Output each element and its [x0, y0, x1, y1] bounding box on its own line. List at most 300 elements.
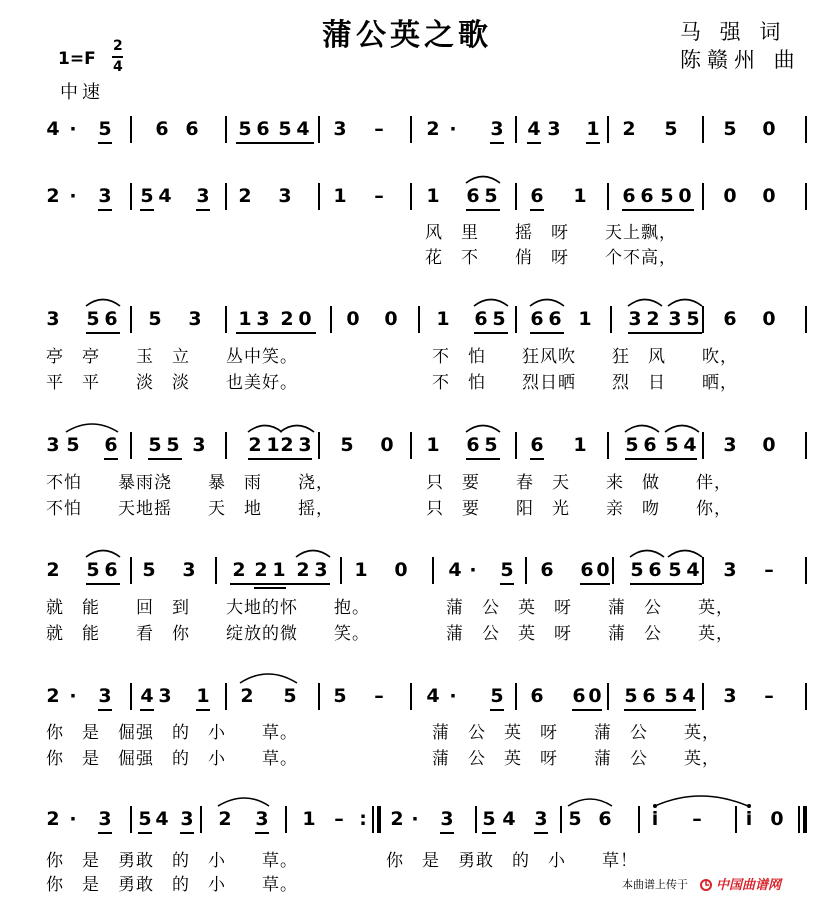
note: 5 [283, 685, 297, 707]
barline [410, 116, 412, 143]
note: 6 [598, 808, 612, 830]
note: 3 [668, 308, 682, 330]
underline [580, 583, 610, 585]
lyric-verse-2: 平 平 淡 淡 也美好。 [46, 373, 298, 393]
note: 6 [642, 685, 656, 707]
lyric-verse-1: 不怕 暴雨浇 暴 雨 浇， [46, 473, 334, 493]
note: 6 [622, 185, 636, 207]
dash: – [374, 685, 384, 707]
barline [410, 432, 412, 459]
note: 2 [218, 808, 232, 830]
note: 5 [482, 808, 496, 830]
barline [805, 116, 807, 143]
composer-credit: 陈赣州 曲 [680, 48, 801, 72]
note: 5 [340, 434, 354, 456]
barline [607, 183, 609, 210]
slur [530, 300, 564, 307]
lyric-verse-1: 蒲 公 英 呀 蒲 公 英， [432, 723, 720, 743]
slur [628, 300, 662, 307]
note: 5 [166, 434, 180, 456]
dot: · [449, 118, 457, 140]
lyric-verse-2: 蒲 公 英 呀 蒲 公 英， [446, 624, 734, 644]
underline [586, 142, 600, 144]
note: 0 [678, 185, 692, 207]
barline [805, 683, 807, 710]
note: 1 [586, 118, 600, 140]
note: 6 [466, 434, 480, 456]
barline [607, 683, 609, 710]
barline [318, 183, 320, 210]
site-logo-icon [700, 876, 712, 888]
barline [225, 183, 227, 210]
note: 4 [426, 685, 440, 707]
barline [130, 183, 132, 210]
underline [500, 583, 514, 585]
barline [200, 806, 202, 833]
note: 1 [578, 308, 592, 330]
note: 4 [682, 685, 696, 707]
note: 5 [484, 185, 498, 207]
repeat-barline-thin [372, 806, 374, 833]
note: 4 [46, 118, 60, 140]
note: 3 [196, 185, 210, 207]
barline [130, 806, 132, 833]
note: 2 [46, 559, 60, 581]
barline [638, 806, 640, 833]
dot: · [69, 685, 77, 707]
note: 5 [664, 685, 678, 707]
barline [702, 306, 704, 333]
note: 6 [104, 434, 118, 456]
dot: · [69, 185, 77, 207]
underline [140, 709, 154, 711]
repeat-barline-thick [377, 806, 381, 833]
barline [318, 116, 320, 143]
tie [240, 674, 297, 683]
underline [534, 832, 548, 834]
note: 5 [66, 434, 80, 456]
note: 6 [104, 308, 118, 330]
note: 5 [500, 559, 514, 581]
note: 1 [196, 685, 210, 707]
dot: · [411, 808, 419, 830]
tempo-marking: 中速 [60, 82, 104, 103]
dot: · [449, 685, 457, 707]
note: 5 [278, 118, 292, 140]
barline [607, 432, 609, 459]
note: 3 [182, 559, 196, 581]
note: 0 [384, 308, 398, 330]
underline [148, 458, 182, 460]
final-barline-thin [798, 806, 800, 833]
barline [805, 557, 807, 584]
note: 6 [466, 185, 480, 207]
underline [140, 209, 154, 211]
barline [418, 306, 420, 333]
dash: – [764, 685, 774, 707]
note: 2 [280, 434, 294, 456]
note: 3 [158, 685, 172, 707]
tie [218, 798, 269, 806]
barline [130, 557, 132, 584]
dash: – [764, 559, 774, 581]
barline [225, 116, 227, 143]
note: 4 [155, 808, 169, 830]
underline [482, 832, 496, 834]
underline [466, 209, 500, 211]
barline [225, 306, 227, 333]
barline [515, 116, 517, 143]
barline [410, 683, 412, 710]
lyricist-credit: 马 强 词 [680, 20, 787, 44]
underline [630, 583, 702, 585]
note: 1 [354, 559, 368, 581]
note: 5 [660, 185, 674, 207]
note: 0 [298, 308, 312, 330]
slur [668, 300, 702, 307]
note: 3 [723, 685, 737, 707]
note: 5 [86, 559, 100, 581]
barline [225, 683, 227, 710]
underline [622, 209, 694, 211]
note: 0 [596, 559, 610, 581]
barline [475, 806, 477, 833]
note: 3 [98, 808, 112, 830]
note: 3 [490, 118, 504, 140]
note: 4 [158, 185, 172, 207]
note: 6 [530, 685, 544, 707]
lyric-verse-2: 只 要 阳 光 亲 吻 你， [426, 499, 732, 519]
underline [254, 587, 286, 589]
barline [702, 183, 704, 210]
slur [474, 300, 508, 307]
underline [196, 209, 210, 211]
note: 5 [138, 808, 152, 830]
barline [515, 306, 517, 333]
barline [560, 806, 562, 833]
note: 1 [302, 808, 316, 830]
barline [215, 557, 217, 584]
note: i [651, 808, 659, 830]
note: 3 [278, 185, 292, 207]
note: 0 [723, 185, 737, 207]
slur [86, 300, 120, 307]
note: 5 [492, 308, 506, 330]
barline [130, 432, 132, 459]
note: 3 [534, 808, 548, 830]
underline [86, 583, 120, 585]
note: 1 [573, 434, 587, 456]
note: 0 [588, 685, 602, 707]
note: 5 [723, 118, 737, 140]
note: 0 [762, 308, 776, 330]
note: 2 [426, 118, 440, 140]
slur [280, 426, 314, 433]
note: 5 [484, 434, 498, 456]
note: 6 [530, 308, 544, 330]
note: 0 [762, 185, 776, 207]
underline [490, 709, 504, 711]
slur [466, 426, 500, 433]
slur [86, 551, 120, 558]
key-signature: 1=F [58, 49, 96, 69]
barline [225, 432, 227, 459]
underline [138, 832, 152, 834]
note: 4 [448, 559, 462, 581]
lyric-verse-2: 不 怕 烈日晒 烈 日 晒， [432, 373, 738, 393]
underline [86, 332, 120, 334]
note: 6 [580, 559, 594, 581]
lyric-verse-2: 就 能 看 你 绽放的微 笑。 [46, 624, 370, 644]
underline [98, 209, 112, 211]
dot: · [469, 559, 477, 581]
note: 6 [643, 434, 657, 456]
note: 3 [440, 808, 454, 830]
underline [255, 832, 269, 834]
note: 5 [148, 308, 162, 330]
note: 0 [394, 559, 408, 581]
underline [104, 458, 118, 460]
note: 6 [540, 559, 554, 581]
note: 1 [573, 185, 587, 207]
barline [130, 116, 132, 143]
lyric-verse-1: 就 能 回 到 大地的怀 抱。 [46, 598, 370, 618]
note: 5 [630, 559, 644, 581]
underline [196, 709, 210, 711]
barline [805, 432, 807, 459]
barline [515, 432, 517, 459]
barline [432, 557, 434, 584]
barline [515, 183, 517, 210]
note: 6 [185, 118, 199, 140]
note: 5 [148, 434, 162, 456]
dash: – [374, 185, 384, 207]
note: 4 [140, 685, 154, 707]
note: 0 [770, 808, 784, 830]
note: 5 [664, 118, 678, 140]
note: 5 [625, 434, 639, 456]
slur [296, 551, 330, 558]
note: 3 [256, 308, 270, 330]
underline [628, 332, 702, 334]
note: 3 [723, 434, 737, 456]
note: 3 [98, 685, 112, 707]
slur [466, 177, 500, 184]
underline [530, 458, 544, 460]
note: i [745, 808, 753, 830]
note: 3 [98, 185, 112, 207]
underline [98, 832, 112, 834]
barline [735, 806, 737, 833]
barline [607, 116, 609, 143]
note: 5 [333, 685, 347, 707]
slur [248, 426, 282, 433]
note: 3 [180, 808, 194, 830]
barline [702, 683, 704, 710]
dash: – [374, 118, 384, 140]
note: 4 [296, 118, 310, 140]
underline [180, 832, 194, 834]
note: 5 [668, 559, 682, 581]
note: 6 [648, 559, 662, 581]
note: 5 [686, 308, 700, 330]
underline [474, 332, 508, 334]
note: 3 [314, 559, 328, 581]
dot: · [69, 808, 77, 830]
barline [702, 432, 704, 459]
lyric-verse-1: 你 是 勇敢 的 小 草。 [46, 851, 298, 871]
note: 5 [98, 118, 112, 140]
octave-dot [653, 804, 657, 808]
note: 2 [46, 685, 60, 707]
slur [668, 551, 702, 558]
lyric-verse-1: 亭 亭 玉 立 丛中笑。 [46, 347, 298, 367]
note: 3 [628, 308, 642, 330]
note: 1 [266, 434, 280, 456]
underline [98, 142, 112, 144]
note: 3 [723, 559, 737, 581]
slur [66, 424, 118, 432]
note: 6 [640, 185, 654, 207]
underline [625, 458, 697, 460]
note: 2 [254, 559, 268, 581]
note: 2 [296, 559, 310, 581]
barline [702, 116, 704, 143]
underline [98, 709, 112, 711]
dash: – [334, 808, 344, 830]
slur [665, 426, 699, 433]
note: 2 [390, 808, 404, 830]
time-signature-top: 2 [113, 38, 123, 54]
lyric-verse-1: 只 要 春 天 来 做 伴， [426, 473, 732, 493]
note: 6 [155, 118, 169, 140]
slur [625, 426, 659, 433]
note: 1 [238, 308, 252, 330]
note: 2 [240, 685, 254, 707]
underline [624, 709, 696, 711]
lyric-verse-2: 花 不 俏 呀 个不高， [425, 248, 677, 268]
underline [490, 142, 504, 144]
underline [466, 458, 500, 460]
lyric-verse-2: 不怕 天地摇 天 地 摇， [46, 499, 334, 519]
note: 2 [646, 308, 660, 330]
barline [285, 806, 287, 833]
barline [515, 683, 517, 710]
note: 3 [192, 434, 206, 456]
note: 0 [762, 434, 776, 456]
note: 2 [238, 185, 252, 207]
note: 3 [255, 808, 269, 830]
lyric-verse-2: 你 是 勇敢 的 小 草。 [46, 875, 298, 895]
note: 2 [46, 185, 60, 207]
time-signature-bottom: 4 [113, 59, 123, 75]
underline [572, 709, 602, 711]
note: 5 [568, 808, 582, 830]
lyric-verse-2: 你 是 倔强 的 小 草。 [46, 749, 298, 769]
note: 2 [46, 808, 60, 830]
dash: – [692, 808, 702, 830]
note: 6 [256, 118, 270, 140]
note: 1 [426, 434, 440, 456]
underline [236, 142, 314, 144]
note: 0 [380, 434, 394, 456]
note: 5 [665, 434, 679, 456]
barline [702, 557, 704, 584]
underline [230, 583, 330, 585]
final-barline-thick [803, 806, 807, 833]
underline [527, 142, 541, 144]
note: 4 [683, 434, 697, 456]
note: 2 [232, 559, 246, 581]
lyric-verse-1: 不 怕 狂风吹 狂 风 吹， [432, 347, 738, 367]
note: 1 [333, 185, 347, 207]
barline [130, 306, 132, 333]
lyric-verse-1-ending: 你 是 勇敢 的 小 草！ [386, 851, 638, 871]
note: 4 [527, 118, 541, 140]
note: 6 [723, 308, 737, 330]
underline [248, 458, 312, 460]
note: 4 [502, 808, 516, 830]
note: 5 [86, 308, 100, 330]
note: 0 [762, 118, 776, 140]
lyric-verse-2: 蒲 公 英 呀 蒲 公 英， [432, 749, 720, 769]
underline [530, 209, 544, 211]
slur [568, 799, 612, 806]
barline [318, 432, 320, 459]
note: 5 [624, 685, 638, 707]
barline [612, 557, 614, 584]
barline [318, 683, 320, 710]
barline [130, 683, 132, 710]
lyric-verse-1: 蒲 公 英 呀 蒲 公 英， [446, 598, 734, 618]
note: 5 [490, 685, 504, 707]
note: 6 [530, 185, 544, 207]
lyric-verse-1: 你 是 倔强 的 小 草。 [46, 723, 298, 743]
dot: · [69, 118, 77, 140]
underline [530, 332, 564, 334]
barline [610, 306, 612, 333]
barline [330, 306, 332, 333]
underline [236, 332, 316, 334]
note: 3 [188, 308, 202, 330]
site-name: 中国曲谱网 [716, 878, 782, 893]
note: 6 [474, 308, 488, 330]
note: 3 [333, 118, 347, 140]
note: 6 [530, 434, 544, 456]
note: 2 [622, 118, 636, 140]
song-title: 蒲公英之歌 [322, 18, 492, 53]
note: 0 [346, 308, 360, 330]
barline [410, 183, 412, 210]
note: 5 [140, 185, 154, 207]
upload-note: 本曲谱上传于 [622, 878, 688, 891]
note: 1 [272, 559, 286, 581]
note: 3 [547, 118, 561, 140]
note: 2 [280, 308, 294, 330]
barline [525, 557, 527, 584]
note: 6 [572, 685, 586, 707]
note: 6 [104, 559, 118, 581]
lyric-verse-1: 风 里 摇 呀 天上飘， [425, 223, 677, 243]
note: 3 [46, 434, 60, 456]
repeat-sign: : [359, 808, 367, 830]
note: 1 [436, 308, 450, 330]
note: 5 [238, 118, 252, 140]
note: 1 [426, 185, 440, 207]
time-signature-line [112, 56, 123, 58]
slur [630, 551, 664, 558]
note: 3 [46, 308, 60, 330]
